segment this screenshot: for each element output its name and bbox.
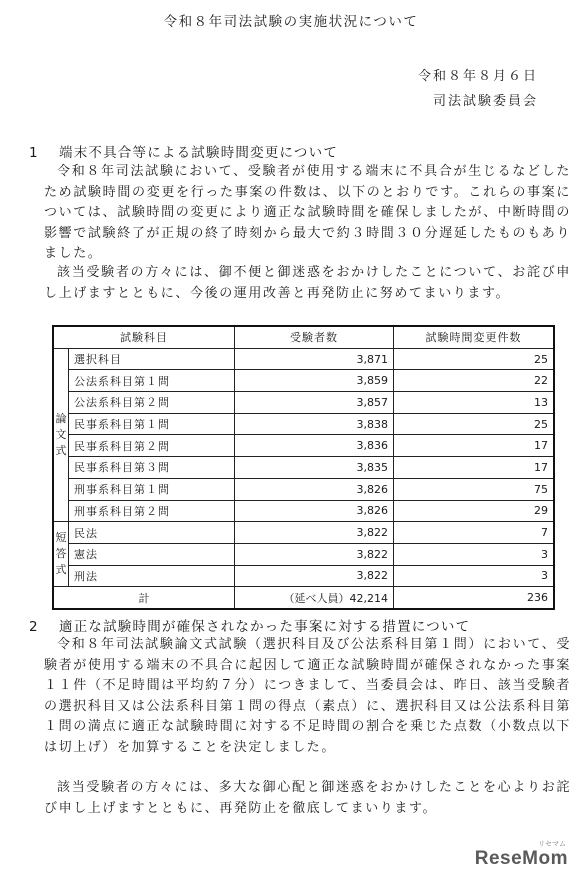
section-2-heading-text: 適正な試験時間が確保されなかった事案に対する措置について — [59, 619, 471, 635]
changes-cell: 25 — [394, 413, 555, 435]
group-label-essay — [53, 348, 69, 522]
examinees-cell: 3,857 — [235, 392, 394, 414]
total-changes: 236 — [394, 587, 555, 609]
examinees-cell: 3,826 — [235, 500, 394, 522]
subject-cell: 憲法 — [69, 543, 235, 565]
table-row — [53, 500, 554, 522]
examinees-cell: 3,871 — [235, 348, 394, 370]
group-label-short-answer — [53, 522, 69, 587]
changes-cell: 13 — [394, 392, 555, 414]
subject-cell: 刑事系科目第１問 — [69, 478, 235, 500]
table-total-row — [53, 587, 554, 609]
subject-cell: 刑法 — [69, 565, 235, 587]
examinees-cell: 3,838 — [235, 413, 394, 435]
table-row — [53, 435, 554, 457]
subject-cell: 民法 — [69, 522, 235, 544]
group-label-text: 論 文 式 — [55, 411, 67, 457]
table-row — [53, 413, 554, 435]
logo-text: ReseMom — [474, 848, 568, 869]
examinees-cell: 3,859 — [235, 370, 394, 392]
subject-cell: 公法系科目第１問 — [69, 370, 235, 392]
subject-cell: 民事系科目第２問 — [69, 435, 235, 457]
section-1-paragraph-1: 令和８年司法試験において、受験者が使用する端末に不具合が生じるなどしたため試験時間の変更を行った事案の件数は、以下のとおりです。これらの事案については、試験時間の変更により適正な試験時間を確保しましたが、中断時間の影響で試験終了が正規の終了時刻から最大で約３時間３０分遅延したものもありました。 — [44, 164, 571, 261]
section-1-paragraph-2: 該当受験者の方々には、御不便と御迷惑をおかけしたことについて、お詫び申し上げますとともに、今後の運用改善と再発防止に努めてまいります。 — [44, 265, 571, 301]
examinees-cell: 3,822 — [235, 565, 394, 587]
subject-cell: 選択科目 — [69, 348, 235, 370]
logo-kana: リセマム — [538, 841, 566, 848]
subject-cell: 公法系科目第２問 — [69, 392, 235, 414]
table-row — [53, 457, 554, 479]
table-row — [53, 565, 554, 587]
header-examinees: 受験者数 — [235, 326, 394, 348]
examinees-cell: 3,822 — [235, 543, 394, 565]
document-title: 令和８年司法試験の実施状況について — [163, 14, 419, 30]
issuing-organization: 司法試験委員会 — [432, 94, 538, 109]
changes-cell: 17 — [394, 435, 555, 457]
examinees-cell: 3,836 — [235, 435, 394, 457]
header-subject: 試験科目 — [53, 326, 235, 348]
table-row — [53, 370, 554, 392]
changes-cell: 17 — [394, 457, 555, 479]
examinees-cell: 3,822 — [235, 522, 394, 544]
changes-cell: 7 — [394, 522, 555, 544]
examinees-cell: 3,835 — [235, 457, 394, 479]
table-row — [53, 522, 554, 544]
changes-cell: 3 — [394, 543, 555, 565]
table-header-row — [53, 326, 554, 348]
subject-cell: 刑事系科目第２問 — [69, 500, 235, 522]
section-2-paragraph-2: 該当受験者の方々には、多大な御心配と御迷惑をおかけしたことを心よりお詫び申し上げますとともに、再発防止を徹底してまいります。 — [44, 780, 571, 816]
changes-cell: 75 — [394, 478, 555, 500]
examinees-cell: 3,826 — [235, 478, 394, 500]
examination-changes-table — [52, 325, 555, 610]
changes-cell: 29 — [394, 500, 555, 522]
subject-cell: 民事系科目第１問 — [69, 413, 235, 435]
section-1-number: 1 — [29, 145, 39, 161]
group-label-text: 短 答 式 — [55, 531, 67, 577]
total-examinees: （延べ人員）42,214 — [235, 587, 394, 609]
document-date: 令和８年８月６日 — [417, 69, 538, 84]
section-2-paragraph-1: 令和８年司法試験論文式試験（選択科目及び公法系科目第１問）において、受験者が使用する端末の不具合に起因して適正な試験時間が確保されなかった事案１１件（不足時間は平均約７分）につきまして、当委員会は、昨日、該当受験者の選択科目又は公法系科目第１問の得点（素点）に、選択科目又は公法系科目第１問の満点に適正な試験時間に対する不足時間の割合を乗じた点数（小数点以下は切上げ）を加算することを決定しました。 — [44, 637, 571, 755]
table-row — [53, 392, 554, 414]
header-changes: 試験時間変更件数 — [394, 326, 555, 348]
section-2-heading — [29, 615, 470, 635]
table-row — [53, 478, 554, 500]
table-row — [53, 543, 554, 565]
total-label: 計 — [53, 587, 235, 609]
table-row — [53, 348, 554, 370]
resemom-logo — [474, 841, 568, 870]
subject-cell: 民事系科目第３問 — [69, 457, 235, 479]
section-2-number: 2 — [29, 619, 39, 635]
section-1-heading — [29, 141, 338, 161]
section-1-heading-text: 端末不具合等による試験時間変更について — [59, 145, 339, 161]
changes-cell: 22 — [394, 370, 555, 392]
changes-cell: 3 — [394, 565, 555, 587]
changes-cell: 25 — [394, 348, 555, 370]
